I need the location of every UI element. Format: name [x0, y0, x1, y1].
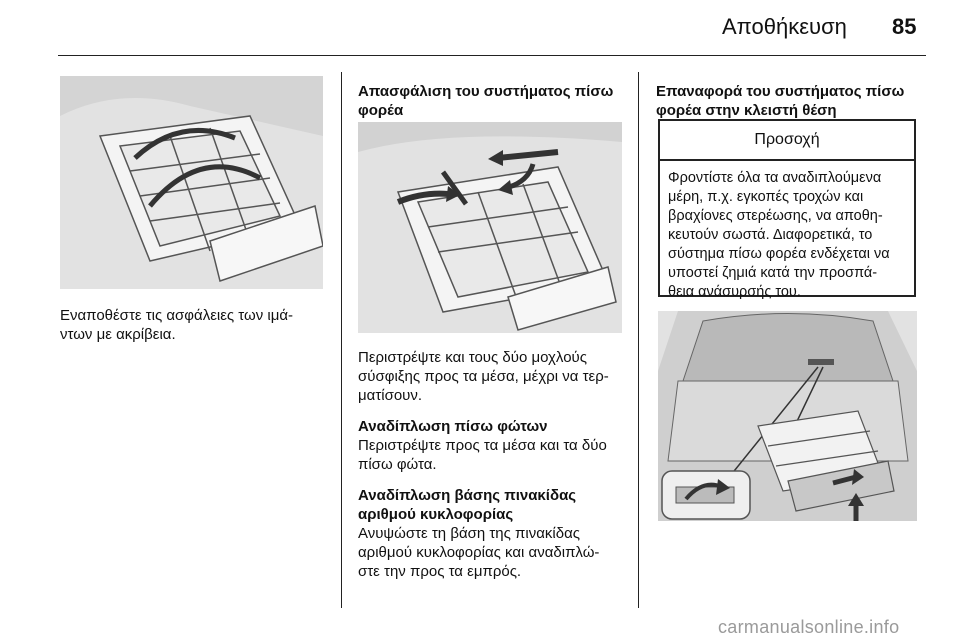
left-caption-line: ντων με ακρίβεια.	[60, 326, 176, 343]
column-divider-right	[638, 72, 639, 608]
tail-lights-section	[358, 417, 630, 474]
caution-box	[658, 119, 916, 300]
unlock-heading-line: φορέα	[358, 102, 404, 119]
restore-heading-line: Επαναφορά του συστήματος πίσω	[656, 83, 905, 100]
tail-lights-text-line: Περιστρέψτε προς τα μέσα και τα δύο	[358, 437, 607, 454]
vehicle-rear-carrier-drawing	[658, 311, 917, 521]
carrier-straps-illustration	[60, 76, 323, 289]
plate-holder-text-line: Ανυψώστε τη βάση της πινακίδας	[358, 525, 580, 542]
carrier-straps-drawing	[60, 76, 323, 289]
caution-body	[660, 161, 914, 310]
clamping-levers-illustration	[358, 122, 622, 333]
header-divider	[58, 55, 926, 56]
tail-lights-text-line: πίσω φώτα.	[358, 456, 437, 473]
page-title: Αποθήκευση	[722, 14, 847, 39]
levers-caption-line: Περιστρέψτε και τους δύο μοχλούς	[358, 349, 587, 366]
plate-holder-section	[358, 486, 630, 581]
levers-caption-line: ματίσουν.	[358, 387, 423, 404]
left-caption	[60, 306, 332, 344]
caution-line: κευτούν σωστά. Διαφορετικά, το	[668, 227, 873, 243]
tail-lights-heading: Αναδίπλωση πίσω φώτων	[358, 418, 548, 435]
unlock-heading	[358, 82, 630, 120]
vehicle-rear-carrier-illustration	[658, 311, 917, 521]
restore-heading	[656, 82, 926, 120]
caution-line: βραχίονες στερέωσης, να αποθη-	[668, 208, 883, 224]
caution-title: Προσοχή	[660, 121, 914, 161]
levers-caption-line: σύσφιξης προς τα μέσα, μέχρι να τερ-	[358, 368, 609, 385]
page-number: 85	[892, 14, 917, 39]
plate-holder-heading-line: αριθμού κυκλοφορίας	[358, 506, 514, 523]
caution-line: μέρη, π.χ. εγκοπές τροχών και	[668, 189, 864, 205]
clamping-levers-drawing	[358, 122, 622, 333]
caution-line: θεια ανάσυρσής του.	[668, 284, 801, 300]
caution-line: σύστημα πίσω φορέα ενδέχεται να	[668, 246, 890, 262]
watermark: carmanualsonline.info	[718, 617, 900, 637]
restore-heading-line: φορέα στην κλειστή θέση	[656, 102, 837, 119]
middle-text-block	[358, 348, 630, 593]
plate-holder-text-line: στε την προς τα εμπρός.	[358, 563, 522, 580]
column-divider-left	[341, 72, 342, 608]
left-caption-line: Εναποθέστε τις ασφάλειες των ιμά-	[60, 307, 294, 324]
plate-holder-text-line: αριθμού κυκλοφορίας και αναδιπλώ-	[358, 544, 600, 561]
plate-holder-heading-line: Αναδίπλωση βάσης πινακίδας	[358, 487, 577, 504]
caution-line: Φροντίστε όλα τα αναδιπλούμενα	[668, 170, 882, 186]
levers-caption	[358, 348, 630, 405]
unlock-heading-line: Απασφάλιση του συστήματος πίσω	[358, 83, 614, 100]
caution-line: υποστεί ζημιά κατά την προσπά-	[668, 265, 878, 281]
